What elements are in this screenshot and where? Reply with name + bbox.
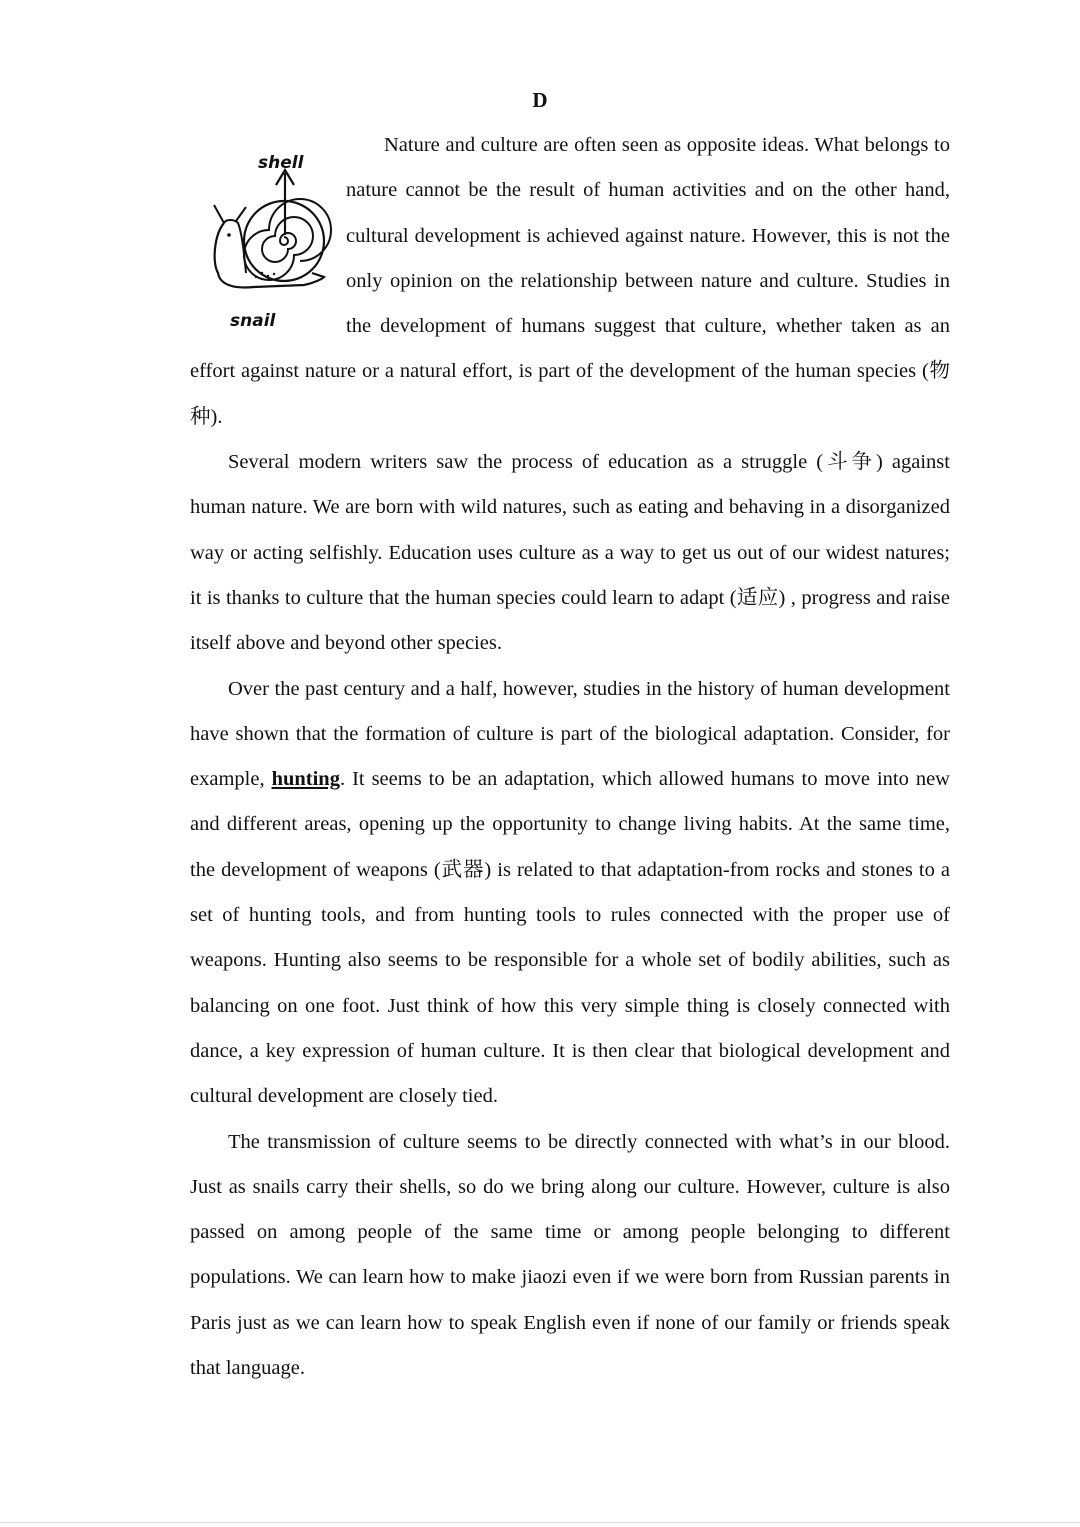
paragraph-2: Several modern writers saw the process of education as a struggle (斗争) against human nature. We are born with wild natures, such as eating and behaving in a disorganized way or acting selfishly. Education uses culture as a way to get us out of our widest natures; it is thanks to culture that the human species could learn to adapt (适应) , progress and raise itself above and beyond other species. — [190, 451, 950, 655]
paragraph-1-text: Nature and culture are often seen as opposite ideas. What belongs to nature cannot be the result of human activities and on the other hand, cultural development is achieved against nature. However, this is not the only opinion on the relationship between nature and culture. Studies in the development of humans suggest that culture, whether taken as an effort against nature or a natural effort, is part of the development of the human species (物种). — [190, 134, 950, 428]
section-heading: D — [532, 88, 548, 112]
paragraph-3-text-b: . It seems to be an adaptation, which allowed humans to move into new and different areas, opening up the opportunity to change living habits. At the same time, the development of weapons (武器) is related to that adaptation-from rocks and stones to a set of hunting tools, and from hunting tools to rules connected with the proper use of weapons. Hunting also seems to be responsible for a whole set of bodily abilities, such as balancing on one foot. Just think of how this very simple thing is closely connected with dance, a key expression of human culture. It is then clear that biological development and cultural development are closely tied. — [190, 768, 950, 1108]
underlined-word: hunting — [271, 768, 340, 791]
page-bottom-edge — [0, 1522, 1080, 1523]
paragraph-4: The transmission of culture seems to be directly connected with what’s in our blood. Just as snails carry their shells, so do we bring along our culture. However, culture is also passed on among people of the same time or among people belonging to different populations. We can learn how to make jiaozi even if we were born from Russian parents in Paris just as we can learn how to speak English even if none of our family or friends speak that language. — [190, 1130, 950, 1380]
shell-label: shell — [258, 153, 304, 173]
paragraph-3-text-a: Over the past century and a half, however, studies in the history of human development have shown that the formation of culture is part of the biological adaptation. Consider, for example, — [190, 677, 950, 791]
snail-label: snail — [230, 311, 276, 331]
passage-body — [190, 123, 950, 1391]
paragraph-1 — [190, 123, 950, 440]
snail-figure — [184, 123, 342, 331]
paragraph-3 — [190, 667, 950, 1120]
